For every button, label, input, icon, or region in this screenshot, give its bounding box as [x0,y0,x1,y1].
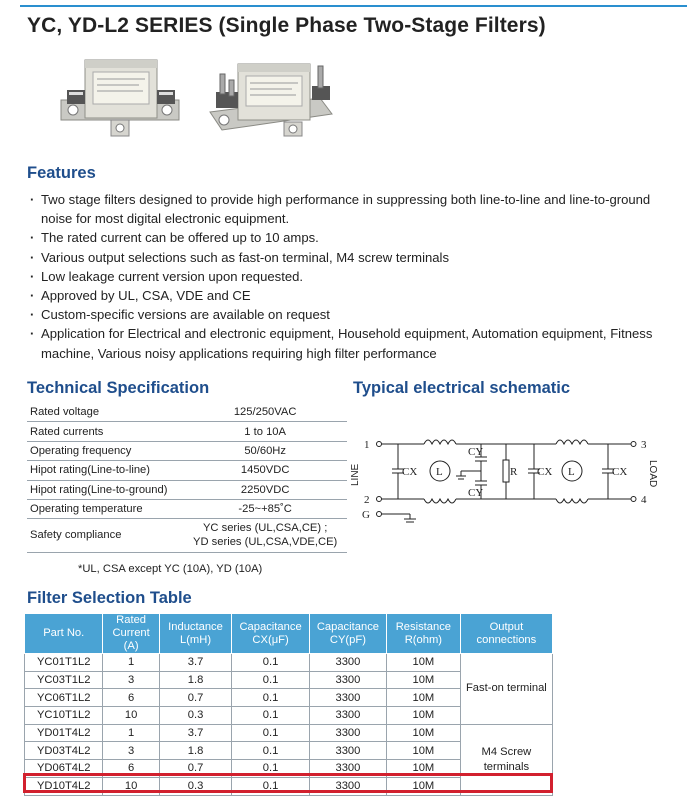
pin-2-label: 2 [364,494,370,506]
table-cell: 3300 [309,654,386,672]
table-cell: 0.7 [159,760,232,778]
feature-item: · Approved by UL, CSA, VDE and CE [30,286,670,305]
spec-footnote: *UL, CSA except YC (10A), YD (10A) [78,563,263,575]
spec-value: 50/60Hz [183,441,347,460]
spec-label: Operating temperature [27,499,183,518]
pin-4-label: 4 [641,494,647,506]
highlight-box [23,773,553,793]
table-row [25,654,553,672]
spec-row [27,461,347,480]
spec-value: 1450VDC [183,461,347,480]
spec-label: Operating frequency [27,441,183,460]
output-connection-cell: Fast-on terminal [460,654,552,725]
table-cell: 10M [386,707,460,725]
table-cell: 3300 [309,777,386,795]
table-cell: YD01T4L2 [25,724,103,742]
table-cell: 0.1 [232,760,310,778]
feature-item: · Various output selections such as fast-on terminal, M4 screw terminals [30,248,670,267]
cx-label: CX [402,466,418,478]
table-cell: 10 [103,707,159,725]
table-cell: YD06T4L2 [25,760,103,778]
spec-table [27,403,347,553]
filter-table-heading: Filter Selection Table [27,589,192,607]
table-row [25,724,553,742]
spec-label: Safety compliance [27,519,183,553]
table-cell: 6 [103,689,159,707]
table-cell: 0.3 [159,707,232,725]
table-cell: 10M [386,742,460,760]
table-cell: 0.1 [232,689,310,707]
table-cell: YD03T4L2 [25,742,103,760]
cy-label: CY [468,487,484,499]
table-cell: 1 [103,654,159,672]
page-title: YC, YD-L2 SERIES (Single Phase Two-Stage Filters) [27,14,546,37]
pin-1-label: 1 [364,439,370,451]
table-cell: 3300 [309,742,386,760]
feature-item: · The rated current can be offered up to 10 amps. [30,228,670,247]
table-cell: 6 [103,760,159,778]
spec-value: 125/250VAC [183,403,347,422]
spec-row [27,441,347,460]
table-cell: 3300 [309,689,386,707]
safety-line: YC series (UL,CSA,CE) ; [202,522,328,535]
spec-row [27,403,347,422]
spec-row [27,519,347,553]
table-header-row [25,614,553,654]
inductor-label: L [568,466,575,478]
spec-row [27,422,347,441]
column-header: Resistance R(ohm) [386,614,460,654]
spec-label: Rated voltage [27,403,183,422]
table-cell: 3300 [309,724,386,742]
cx-label: CX [612,466,628,478]
inductor-label: L [436,466,443,478]
filter-selection-table [24,613,553,796]
spec-heading: Technical Specification [27,379,210,397]
table-cell: YC10T1L2 [25,707,103,725]
feature-item: · Low leakage current version upon requested. [30,267,670,286]
line-side-label: LINE [350,463,361,486]
table-cell: 10M [386,671,460,689]
table-cell: 0.1 [232,777,310,795]
spec-row [27,480,347,499]
table-cell: 0.1 [232,671,310,689]
table-cell: 10M [386,689,460,707]
spec-label: Hipot rating(Line-to-line) [27,461,183,480]
column-header: Output connections [460,614,552,654]
pin-3-label: 3 [641,439,647,451]
table-cell: 1.8 [159,671,232,689]
product-photo-screw [200,52,340,147]
table-cell: 3300 [309,707,386,725]
table-cell: YC01T1L2 [25,654,103,672]
table-cell: 10 [103,777,159,795]
column-header: Capacitance CY(pF) [309,614,386,654]
cx-label: CX [537,466,553,478]
electrical-schematic [346,424,666,534]
table-cell: 1.8 [159,742,232,760]
top-rule [0,5,687,7]
table-cell: 3300 [309,671,386,689]
spec-label: Hipot rating(Line-to-ground) [27,480,183,499]
spec-value [183,519,347,553]
features-list [30,190,670,363]
output-connection-cell: M4 Screw terminals [460,724,552,795]
spec-label: Rated currents [27,422,183,441]
column-header: Capacitance CX(μF) [232,614,310,654]
spec-value: -25~+85˚C [183,499,347,518]
table-cell: 3 [103,742,159,760]
pin-g-label: G [362,509,370,521]
load-side-label: LOAD [647,460,658,488]
table-cell: 1 [103,724,159,742]
column-header: Rated Current (A) [103,614,159,654]
table-cell: 3.7 [159,654,232,672]
schematic-heading: Typical electrical schematic [353,379,571,397]
product-photo-faston [55,52,185,147]
spec-value: 2250VDC [183,480,347,499]
table-cell: 0.1 [232,724,310,742]
spec-row [27,499,347,518]
resistor-label: R [510,466,518,478]
table-cell: 10M [386,724,460,742]
table-cell: 3.7 [159,724,232,742]
table-cell: 0.7 [159,689,232,707]
table-cell: YC06T1L2 [25,689,103,707]
table-cell: 10M [386,654,460,672]
table-cell: 10M [386,777,460,795]
safety-line: YD series (UL,CSA,VDE,CE) [193,535,338,548]
spec-value: 1 to 10A [183,422,347,441]
table-cell: 3 [103,671,159,689]
column-header: Inductance L(mH) [159,614,232,654]
table-cell: 10M [386,760,460,778]
table-cell: 0.1 [232,742,310,760]
table-cell: YD10T4L2 [25,777,103,795]
table-cell: 3300 [309,760,386,778]
table-cell: 0.3 [159,777,232,795]
feature-item: · Custom-specific versions are available on request [30,305,670,324]
table-cell: 0.1 [232,654,310,672]
feature-item: · Two stage filters designed to provide high performance in suppressing both line-to-line and line-to-ground noise for most digital electronic equipment. [30,190,670,228]
cy-label: CY [468,446,484,458]
column-header: Part No. [25,614,103,654]
table-cell: 0.1 [232,707,310,725]
table-cell: YC03T1L2 [25,671,103,689]
feature-item: · Application for Electrical and electronic equipment, Household equipment, Automation equipment, Fitness machine, Various noisy applications requiring high filter performance [30,324,670,362]
features-heading: Features [27,164,96,182]
